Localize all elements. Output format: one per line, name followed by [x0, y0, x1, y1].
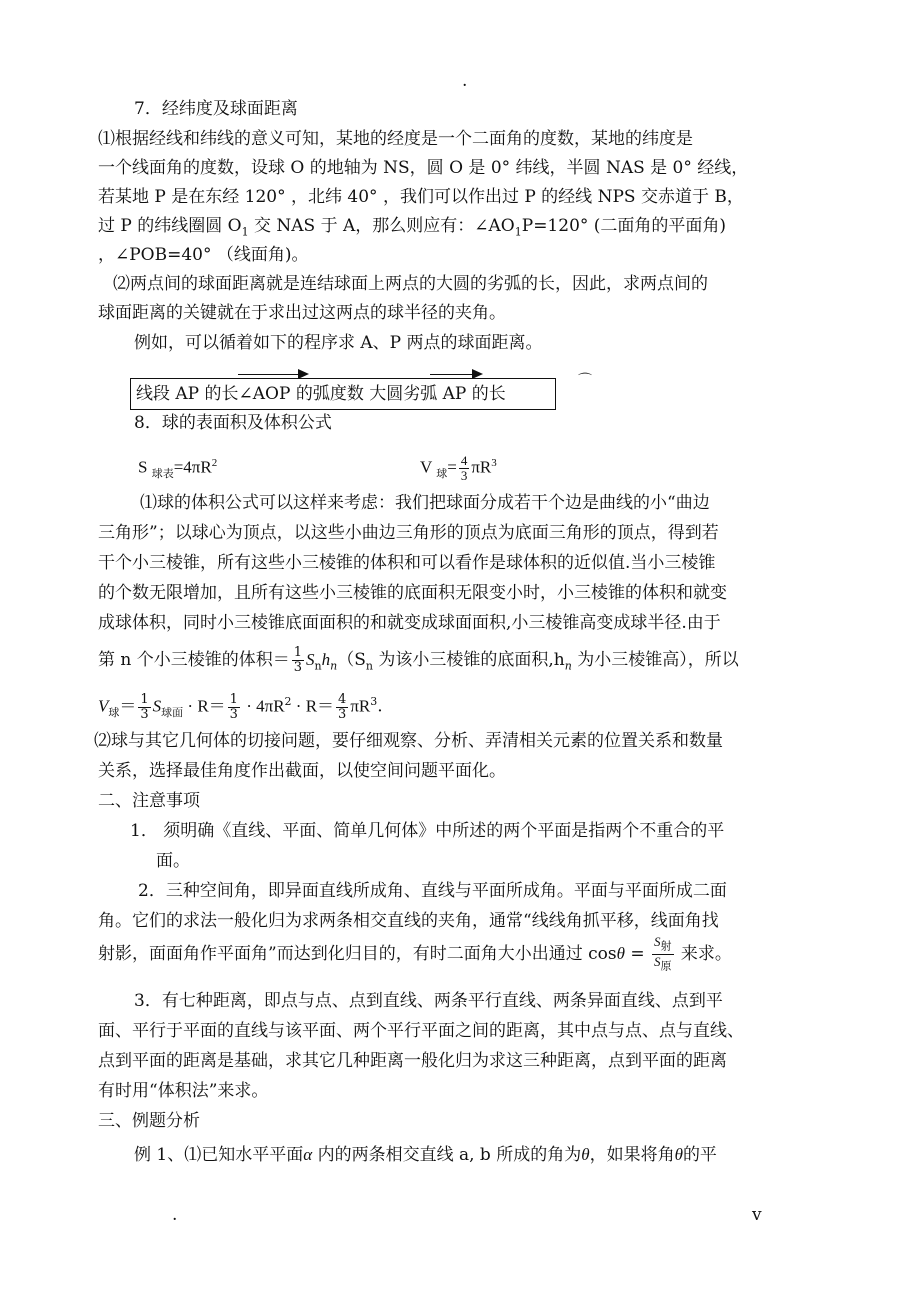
flow-arrow-2-line — [430, 374, 474, 375]
surface-rhs: =4πR — [173, 457, 212, 477]
p7-e-sup: 2 — [284, 695, 292, 708]
sec7-line-7: 球面距离的关键就在于求出过这两点的球半径的夹角。 — [98, 303, 506, 323]
p7-den-1: 3 — [140, 706, 149, 722]
p7-den-3: 3 — [338, 706, 347, 722]
sec8-para-5: 成球体积，同时小三棱锥底面面积的和就变成球面面积,小三棱锥高变成球半径.由于 — [98, 613, 721, 633]
sec7-line-8: 例如，可以循着如下的程序求 A、P 两点的球面距离。 — [134, 333, 543, 353]
p6-d: （S — [337, 650, 366, 670]
volume-rhs: πR — [471, 457, 492, 477]
note-3-line-c: 点到平面的距离是基础，求其它几种距离一般化归为求这三种距离，点到平面的距离 — [98, 1051, 727, 1071]
note-2-line-b: 角。它们的求法一般化归为求两条相交直线的夹角，通常“线线角抓平移，线面角找 — [98, 911, 719, 931]
sec8-para-7 — [98, 684, 383, 731]
p7-g: πR — [350, 696, 371, 716]
p6-e: 为该小三棱锥的底面积,h — [372, 650, 565, 670]
notes-title: 二、注意事项 — [98, 791, 200, 811]
volume-sub: 球 — [436, 468, 448, 481]
p6-num: 1 — [293, 645, 303, 660]
n2d-text: 来求。 — [675, 944, 732, 964]
p7-g-sup: 3 — [370, 695, 378, 708]
surface-sup: 2 — [211, 457, 218, 469]
surface-sub: 球表 — [151, 468, 174, 481]
p6-den: 3 — [293, 660, 303, 675]
sec8-para-4: 的个数无限增加，且所有这些小三棱锥的底面积无限变小时，小三棱锥的体积和就变 — [98, 583, 727, 603]
surface-formula — [138, 452, 217, 485]
e1-d: 的平 — [682, 1145, 717, 1165]
example-1-line — [134, 1144, 717, 1166]
volume-eq: = — [447, 457, 457, 477]
p7-fraction-2 — [228, 693, 240, 722]
note-1-line-b: 面。 — [156, 851, 190, 871]
section-7-title: 7．经纬度及球面距离 — [134, 99, 298, 119]
p6-e-sub: n — [564, 659, 572, 673]
n2-num: $S_射$ — [654, 934, 672, 953]
e1-theta-1: θ — [581, 1145, 590, 1164]
arc-mark-icon: ⌒ — [578, 373, 592, 389]
p6-h-sub: n — [330, 659, 338, 673]
p7-h: . — [377, 696, 383, 717]
note-2-line-c — [98, 934, 732, 974]
n2c-text: 射影，面面角作平面角”而达到化归目的，有时二面角大小出通过 cos — [98, 944, 617, 964]
sec8-para-1: ⑴球的体积公式可以这样来考虑：我们把球面分成若干个边是曲线的小“曲边 — [140, 493, 710, 513]
sec8-para-9: 关系，选择最佳角度作出截面，以使空间问题平面化。 — [98, 761, 506, 781]
sec7-line-5: ，∠POB=40° （线面角)。 — [98, 245, 309, 265]
footer-left-dot: . — [172, 1205, 178, 1225]
surface-s: S — [138, 457, 152, 477]
p7-fraction-1 — [138, 693, 150, 722]
n2-den: $S_原$ — [654, 954, 672, 973]
e1-c: ，如果将角 — [589, 1145, 675, 1165]
p7-eq: ＝ — [119, 696, 137, 717]
n2-fraction — [652, 935, 674, 973]
header-dot: . — [462, 71, 468, 91]
volume-fraction — [459, 454, 470, 483]
volume-sup: 3 — [491, 457, 497, 469]
note-3-line-d: 有时用“体积法”来求。 — [98, 1081, 269, 1101]
note-3-line-a: 3．有七种距离，即点与点、点到直线、两条平行直线、两条异面直线、点到平 — [134, 991, 723, 1011]
volume-v: V — [420, 457, 437, 477]
note-1-line-a: 1． 须明确《直线、平面、简单几何体》中所述的两个平面是指两个不重合的平 — [130, 821, 725, 841]
footer-right-mark: v — [752, 1205, 762, 1225]
p6-s-sub: n — [314, 659, 322, 673]
flow-arrow-2-head-icon — [472, 369, 483, 379]
volume-num: 4 — [460, 453, 468, 469]
flow-text: 线段 AP 的长∠AOP 的弧度数 大圆劣弧 AP 的长 — [136, 384, 506, 404]
flow-arrow-1-head-icon — [298, 369, 309, 379]
section-8-title: 8．球的表面积及体积公式 — [134, 413, 332, 433]
p7-s-sub: 球面 — [161, 706, 184, 720]
examples-title: 三、例题分析 — [98, 1111, 200, 1131]
p7-s: S — [152, 696, 162, 716]
sec7-line-4 — [98, 215, 726, 243]
e1-alpha: α — [303, 1145, 313, 1164]
volume-den: 3 — [460, 468, 468, 484]
p6-f: 为小三棱锥高），所以 — [571, 650, 739, 670]
sec8-para-3: 干个小三棱锥，所有这些小三棱锥的体积和可以看作是球体积的近似值.当小三棱锥 — [98, 553, 716, 573]
p6-fraction — [292, 646, 304, 675]
p7-num-2: 1 — [229, 691, 238, 707]
p7-den-2: 3 — [229, 706, 238, 722]
sec7-line-3: 若某地 P 是在东经 120° ，北纬 40° ，我们可以作出过 P 的经线 NPS 交赤道于 B， — [98, 187, 744, 207]
p7-num-1: 1 — [140, 691, 149, 707]
e1-theta-2: θ — [674, 1145, 683, 1164]
sec8-para-8: ⑵球与其它几何体的切接问题，要仔细观察、分析、弄清相关元素的位置关系和数量 — [94, 731, 723, 751]
sec7-line-4-sub: 1 — [241, 225, 249, 239]
p7-v: V — [98, 696, 109, 716]
n2-eq: = — [624, 944, 650, 964]
p7-e: · 4πR — [241, 696, 285, 716]
p6-s: S — [306, 650, 315, 669]
sec7-line-2: 一个线面角的度数，设球 O 的地轴为 NS，圆 O 是 0° 纬线，半圆 NAS 是 0° 经线， — [98, 158, 749, 178]
p6-h: h — [321, 650, 331, 669]
p7-f: · R＝ — [291, 696, 335, 716]
note-2-line-a: 2．三种空间角，即异面直线所成角、直线与平面所成角。平面与平面所成二面 — [138, 881, 727, 901]
p6-d-sub: n — [365, 659, 373, 673]
sec7-line-4-b: 交 NAS 于 A，那么则应有：∠AO — [248, 216, 515, 236]
p7-v-sub: 球 — [108, 706, 120, 720]
sec7-line-6: ⑵两点间的球面距离就是连结球面上两点的大圆的劣弧的长，因此，求两点间的 — [113, 274, 708, 294]
p6-a: 第 n 个小三棱锥的体积＝ — [98, 650, 290, 670]
e1-a: 例 1、⑴已知水平平面 — [134, 1145, 304, 1165]
volume-formula — [420, 448, 497, 489]
sec7-line-4-a: 过 P 的纬线圈圆 O — [98, 216, 242, 236]
sec8-para-2: 三角形”；以球心为顶点，以这些小曲边三角形的顶点为底面三角形的顶点，得到若 — [98, 523, 719, 543]
flow-arrow-1-line — [238, 374, 300, 375]
sec7-line-4-c: P=120° (二面角的平面角) — [521, 216, 727, 236]
sec8-para-6 — [98, 642, 739, 684]
sec7-line-1: ⑴根据经线和纬线的意义可知，某地的经度是一个二面角的度数，某地的纬度是 — [98, 129, 693, 149]
p7-d: · R＝ — [183, 696, 226, 716]
p7-fraction-3 — [336, 693, 348, 722]
n2-theta: θ — [616, 944, 625, 963]
note-3-line-b: 面、平行于平面的直线与该平面、两个平行平面之间的距离，其中点与点、点与直线、 — [98, 1021, 744, 1041]
sec7-line-4-sub2: 1 — [514, 225, 522, 239]
p7-num-3: 4 — [338, 691, 347, 707]
e1-b: 内的两条相交直线 a, b 所成的角为 — [312, 1145, 582, 1165]
